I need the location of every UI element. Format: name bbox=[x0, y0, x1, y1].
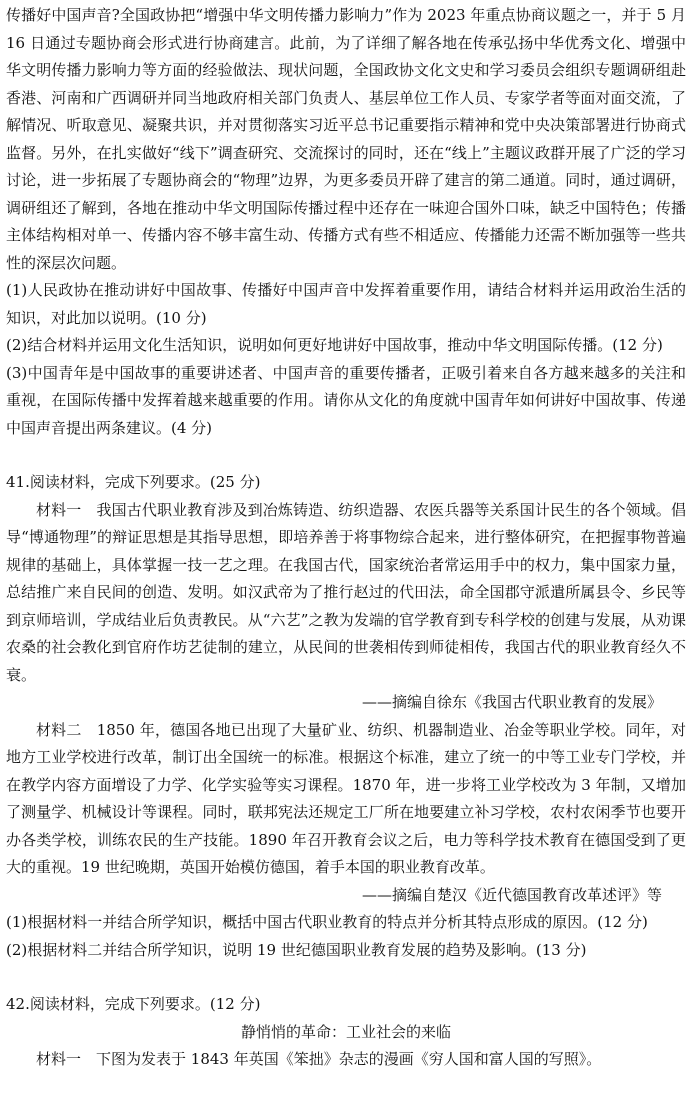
spacer bbox=[6, 442, 686, 469]
question-42-heading: 42.阅读材料，完成下列要求。(12 分) bbox=[6, 995, 261, 1013]
section40-question-1: (1)人民政协在推动讲好中国故事、传播好中国声音中发挥着重要作用，请结合材料并运用政治生活的知识，对此加以说明。(10 分) bbox=[6, 281, 686, 327]
question-41-material-2: 材料二 1850 年，德国各地已出现了大量矿业、纺织、机器制造业、冶金等职业学校。同年，对地方工业学校进行改革，制订出全国统一的标准。根据这个标准，建立了统一的中等工业专门学校，并在教学内容方面增设了力学、化学实验等实习课程。1870 年，进一步将工业学校改为 3 年制，又增加了测量学、机械设计等课程。同时，联邦宪法还规定工厂所在地要建立补习学校，农村农闲季节也要开办各类学校，训练农民的生产技能。1890 年召开教育会议之后，电力等科学技术教育在德国受到了更大的重视。19 世纪晚期，英国开始模仿德国，着手本国的职业教育改革。 bbox=[6, 720, 686, 876]
question-41-material-1: 材料一 我国古代职业教育涉及到冶炼铸造、纺织造器、农医兵器等关系国计民生的各个领域。倡导“博通物理”的辩证思想是其指导思想，即培养善于将事物综合起来，进行整体研究，在把握事物普遍规律的基础上，具体掌握一技一艺之理。在我国古代，国家统治者常运用手中的权力，集中国家力量，总结推广来自民间的创造、发明。如汉武帝为了推行赵过的代田法，命全国郡守派遣所属县令、乡民等到京师培训，学成结业后负责教民。从“六艺”之教为发端的官学教育到专科学校的创建与发展，从劝课农桑的社会教化到官府作坊艺徒制的建立，从民间的世袭相传到师徒相传，我国古代的职业教育经久不衰。 bbox=[6, 500, 686, 684]
section40-question-3: (3)中国青年是中国故事的重要讲述者、中国声音的重要传播者，正吸引着来自各方越来越多的关注和重视，在国际传播中发挥着越来越重要的作用。请你从文化的角度就中国青年如何讲好中国故事、传递中国声音提出两条建议。(4 分) bbox=[6, 363, 686, 437]
section40-question-2: (2)结合材料并运用文化生活知识，说明如何更好地讲好中国故事，推动中华文明国际传播。(12 分) bbox=[6, 336, 663, 354]
question-41-sub-2: (2)根据材料二并结合所学知识，说明 19 世纪德国职业教育发展的趋势及影响。(13 分) bbox=[6, 940, 587, 959]
question-41-heading: 41.阅读材料，完成下列要求。(25 分) bbox=[6, 473, 261, 491]
question-42-material-1: 材料一 下图为发表于 1843 年英国《笨拙》杂志的漫画《穷人国和富人国的写照》。 bbox=[36, 1050, 602, 1068]
question-41-source-1: ——摘编自徐东《我国古代职业教育的发展》 bbox=[361, 693, 662, 711]
question-41-sub-1: (1)根据材料一并结合所学知识，概括中国古代职业教育的特点并分析其特点形成的原因。(12 分) bbox=[6, 913, 648, 931]
spacer bbox=[6, 964, 686, 991]
question-42-title: 静悄悄的革命：工业社会的来临 bbox=[240, 1022, 451, 1041]
section40-material: 传播好中国声音?全国政协把“增强中华文明传播力影响力”作为 2023 年重点协商议题之一，并于 5 月 16 日通过专题协商会形式进行协商建言。此前，为了详细了解各地在传承弘扬中华优秀文化、增强中华文明传播力影响力等方面的经验做法、现状问题，全国政协文化文史和学习委员会组织专题调研组赴香港、河南和广西调研并同当地政府相关部门负责人、基层单位工作人员、专家学者等面对面交流，了解情况、听取意见、凝聚共识，并对贯彻落实习近平总书记重要指示精神和党中央决策部署进行协商式监督。另外，在扎实做好“线下”调查研究、交流探讨的同时，还在“线上”主题议政群开展了广泛的学习讨论，进一步拓展了专题协商会的“物理”边界，为更多委员开辟了建言的第二通道。同时，通过调研，调研组还了解到，各地在推动中华文明国际传播过程中还存在一味迎合国外口味，缺乏中国特色；传播主体结构相对单一、传播内容不够丰富生动、传播方式有些不相适应、传播能力还需不断加强等一些共性的深层次问题。 bbox=[6, 6, 686, 272]
question-41-source-2: ——摘编自楚汉《近代德国教育改革述评》等 bbox=[361, 885, 662, 904]
